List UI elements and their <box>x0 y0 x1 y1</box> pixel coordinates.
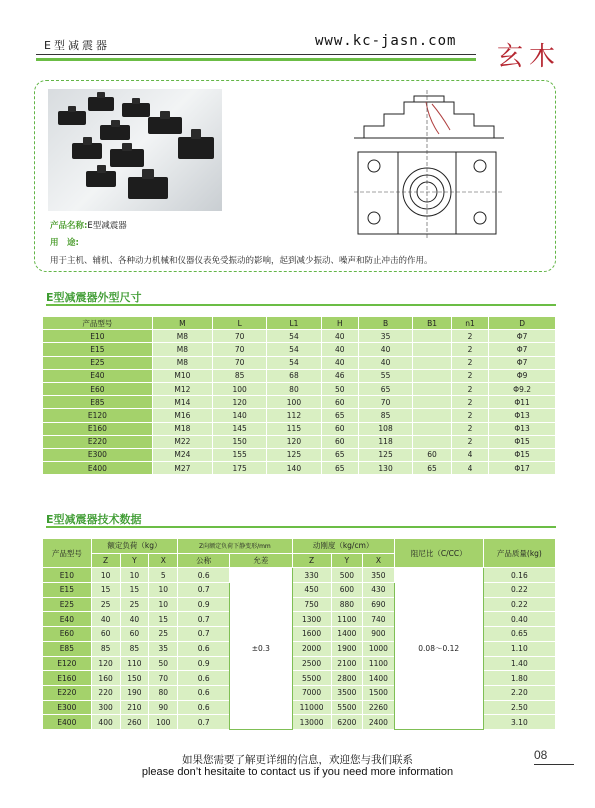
dim-value-cell: 155 <box>213 448 267 461</box>
tech-value-cell: 0.6 <box>178 568 230 583</box>
tech-rule <box>46 526 556 528</box>
tech-value-cell: 13000 <box>292 715 331 730</box>
th-stiff-z: Z <box>292 553 331 568</box>
dimensions-table <box>42 316 556 475</box>
dim-table-row <box>43 422 556 435</box>
dim-value-cell: 65 <box>413 462 452 475</box>
dim-value-cell: 2 <box>451 343 488 356</box>
dim-value-cell: 65 <box>321 448 358 461</box>
tech-value-cell: 330 <box>292 568 331 583</box>
dim-value-cell: 46 <box>321 369 358 382</box>
product-name-line <box>50 219 127 231</box>
tech-value-cell: 1400 <box>363 671 395 686</box>
tech-value-cell: 350 <box>363 568 395 583</box>
dim-value-cell: 70 <box>358 396 412 409</box>
dim-value-cell <box>413 343 452 356</box>
dim-value-cell: M10 <box>152 369 212 382</box>
header-accent-bar <box>36 58 476 61</box>
tech-value-cell: 1100 <box>331 612 363 627</box>
dim-table-row <box>43 382 556 395</box>
dim-value-cell: 54 <box>267 356 321 369</box>
tolerance-cell: ±0.3 <box>230 568 292 730</box>
dim-value-cell: 118 <box>358 435 412 448</box>
dim-model-cell: E60 <box>43 382 153 395</box>
dim-value-cell <box>413 409 452 422</box>
dim-value-cell: 125 <box>267 448 321 461</box>
th-nominal: 公称 <box>178 553 230 568</box>
dim-header-cell: B <box>358 317 412 330</box>
dim-model-cell: E400 <box>43 462 153 475</box>
tech-value-cell: 5500 <box>331 700 363 715</box>
footer-english: please don’t hesitaite to contact us if you need more information <box>141 766 454 778</box>
dim-table-row <box>43 369 556 382</box>
tech-value-cell: 5 <box>149 568 178 583</box>
tech-value-cell: 0.6 <box>178 641 230 656</box>
tech-model-cell: E400 <box>43 715 92 730</box>
dim-value-cell: 145 <box>213 422 267 435</box>
product-photo <box>48 89 222 211</box>
tech-value-cell: 15 <box>91 583 120 598</box>
th-load-z: Z <box>91 553 120 568</box>
tech-value-cell: 80 <box>149 685 178 700</box>
dim-value-cell: 70 <box>213 343 267 356</box>
dim-model-cell: E160 <box>43 422 153 435</box>
dim-table-row <box>43 435 556 448</box>
footer-chinese: 如果您需要了解更详细的信息，欢迎您与我们联系 <box>182 754 413 766</box>
tech-value-cell: 70 <box>149 671 178 686</box>
th-dynamic-stiffness: 动刚度（kg/cm） <box>292 539 394 554</box>
product-use-line <box>50 236 79 248</box>
tech-value-cell: 300 <box>91 700 120 715</box>
dim-value-cell: 40 <box>358 356 412 369</box>
dim-value-cell: 54 <box>267 330 321 343</box>
dim-value-cell: 108 <box>358 422 412 435</box>
tech-value-cell: 10 <box>149 597 178 612</box>
dim-model-cell: E40 <box>43 369 153 382</box>
dim-value-cell: 55 <box>358 369 412 382</box>
tech-model-cell: E40 <box>43 612 92 627</box>
tech-value-cell: 40 <box>91 612 120 627</box>
tech-value-cell: 1000 <box>363 641 395 656</box>
dim-value-cell: 40 <box>321 330 358 343</box>
th-mass: 产品质量(kg) <box>483 539 555 568</box>
dim-value-cell: 4 <box>451 448 488 461</box>
dim-value-cell: Φ9.2 <box>489 382 556 395</box>
tech-value-cell: 25 <box>149 627 178 642</box>
tech-value-cell: 25 <box>120 597 149 612</box>
tech-value-cell: 2500 <box>292 656 331 671</box>
tech-value-cell: 430 <box>363 583 395 598</box>
dim-value-cell: 112 <box>267 409 321 422</box>
tech-value-cell: 2800 <box>331 671 363 686</box>
th-rated-load: 额定负荷（kg） <box>91 539 178 554</box>
tech-value-cell: 110 <box>120 656 149 671</box>
tech-value-cell: 100 <box>149 715 178 730</box>
tech-mass-cell: 1.10 <box>483 641 555 656</box>
tech-value-cell: 40 <box>120 612 149 627</box>
header-rule <box>36 54 476 55</box>
tech-value-cell: 25 <box>91 597 120 612</box>
tech-value-cell: 2000 <box>292 641 331 656</box>
tech-title: E型减震器技术数据 <box>46 513 142 526</box>
dim-value-cell: 4 <box>451 462 488 475</box>
dim-value-cell: 60 <box>413 448 452 461</box>
tech-mass-cell: 2.20 <box>483 685 555 700</box>
tech-value-cell: 450 <box>292 583 331 598</box>
dim-value-cell: 40 <box>321 343 358 356</box>
dim-model-cell: E300 <box>43 448 153 461</box>
dim-value-cell: Φ15 <box>489 435 556 448</box>
tech-model-cell: E15 <box>43 583 92 598</box>
tech-value-cell: 400 <box>91 715 120 730</box>
dim-value-cell: 2 <box>451 369 488 382</box>
th-damping: 阻尼比（C/CC） <box>394 539 483 568</box>
tech-value-cell: 0.7 <box>178 627 230 642</box>
dim-value-cell <box>413 396 452 409</box>
dim-value-cell: 80 <box>267 382 321 395</box>
tech-value-cell: 120 <box>91 656 120 671</box>
dim-table-row <box>43 356 556 369</box>
tech-value-cell: 10 <box>91 568 120 583</box>
tech-value-cell: 0.7 <box>178 583 230 598</box>
dim-value-cell: 60 <box>321 396 358 409</box>
dim-model-cell: E25 <box>43 356 153 369</box>
tech-mass-cell: 2.50 <box>483 700 555 715</box>
dim-value-cell <box>413 382 452 395</box>
dim-header-cell: 产品型号 <box>43 317 153 330</box>
page-number: 08 <box>534 748 548 762</box>
tech-model-cell: E25 <box>43 597 92 612</box>
tech-value-cell: 5500 <box>292 671 331 686</box>
page-number-rule <box>534 764 574 765</box>
website-url[interactable]: www.kc-jasn.com <box>315 33 457 49</box>
damping-cell: 0.08～0.12 <box>394 568 483 730</box>
tech-value-cell: 880 <box>331 597 363 612</box>
dim-value-cell: 115 <box>267 422 321 435</box>
dim-header-cell: D <box>489 317 556 330</box>
tech-value-cell: 50 <box>149 656 178 671</box>
tech-value-cell: 0.9 <box>178 597 230 612</box>
tech-value-cell: 1500 <box>363 685 395 700</box>
product-description: 用于主机、辅机、各种动力机械和仪器仪表免受振动的影响，起到减少振动、噪声和防止冲击的作用。 <box>50 256 433 266</box>
tech-model-cell: E220 <box>43 685 92 700</box>
tech-value-cell: 260 <box>120 715 149 730</box>
tech-value-cell: 85 <box>120 641 149 656</box>
tech-model-cell: E60 <box>43 627 92 642</box>
dim-header-cell: n1 <box>451 317 488 330</box>
tech-mass-cell: 1.40 <box>483 656 555 671</box>
dim-value-cell: 35 <box>358 330 412 343</box>
tech-value-cell: 2100 <box>331 656 363 671</box>
tech-value-cell: 10 <box>120 568 149 583</box>
dim-value-cell: Φ7 <box>489 356 556 369</box>
th-tolerance: 允差 <box>230 553 292 568</box>
dim-value-cell: 130 <box>358 462 412 475</box>
dim-value-cell: 40 <box>358 343 412 356</box>
dim-value-cell: Φ7 <box>489 343 556 356</box>
dim-model-cell: E10 <box>43 330 153 343</box>
dim-value-cell: M8 <box>152 356 212 369</box>
tech-value-cell: 7000 <box>292 685 331 700</box>
dim-value-cell: 2 <box>451 396 488 409</box>
dim-value-cell: 85 <box>358 409 412 422</box>
tech-value-cell: 690 <box>363 597 395 612</box>
dim-value-cell: M27 <box>152 462 212 475</box>
th-load-x: X <box>149 553 178 568</box>
dim-value-cell: 125 <box>358 448 412 461</box>
dim-table-row <box>43 462 556 475</box>
tech-value-cell: 15 <box>120 583 149 598</box>
tech-value-cell: 600 <box>331 583 363 598</box>
tech-value-cell: 1300 <box>292 612 331 627</box>
tech-value-cell: 1600 <box>292 627 331 642</box>
dim-value-cell: Φ13 <box>489 409 556 422</box>
tech-table-row <box>43 568 556 583</box>
tech-mass-cell: 0.16 <box>483 568 555 583</box>
tech-value-cell: 6200 <box>331 715 363 730</box>
dim-value-cell: 85 <box>213 369 267 382</box>
technical-drawing <box>354 90 504 240</box>
tech-value-cell: 1100 <box>363 656 395 671</box>
dim-value-cell: 2 <box>451 409 488 422</box>
th-stiff-y: Y <box>331 553 363 568</box>
tech-value-cell: 60 <box>91 627 120 642</box>
dim-value-cell: Φ13 <box>489 422 556 435</box>
dim-value-cell: M14 <box>152 396 212 409</box>
dimensions-rule <box>46 304 556 306</box>
tech-value-cell: 0.6 <box>178 685 230 700</box>
tech-mass-cell: 3.10 <box>483 715 555 730</box>
tech-model-cell: E10 <box>43 568 92 583</box>
dim-value-cell: 2 <box>451 356 488 369</box>
tech-value-cell: 0.6 <box>178 671 230 686</box>
dim-value-cell: 50 <box>321 382 358 395</box>
tech-value-cell: 500 <box>331 568 363 583</box>
tech-model-cell: E160 <box>43 671 92 686</box>
dim-value-cell <box>413 330 452 343</box>
dimensions-title: E型减震器外型尺寸 <box>46 291 142 304</box>
dim-value-cell <box>413 435 452 448</box>
dim-value-cell <box>413 369 452 382</box>
th-load-y: Y <box>120 553 149 568</box>
dim-value-cell: M8 <box>152 343 212 356</box>
dim-value-cell <box>413 356 452 369</box>
dim-value-cell: 40 <box>321 356 358 369</box>
tech-value-cell: 1400 <box>331 627 363 642</box>
dim-value-cell: M18 <box>152 422 212 435</box>
dim-value-cell: Φ9 <box>489 369 556 382</box>
dim-value-cell: 60 <box>321 435 358 448</box>
dim-value-cell: M8 <box>152 330 212 343</box>
tech-value-cell: 190 <box>120 685 149 700</box>
tech-value-cell: 220 <box>91 685 120 700</box>
dim-value-cell: 54 <box>267 343 321 356</box>
tech-value-cell: 740 <box>363 612 395 627</box>
dim-value-cell: 2 <box>451 330 488 343</box>
dim-value-cell: 2 <box>451 422 488 435</box>
tech-value-cell: 210 <box>120 700 149 715</box>
dim-value-cell: 70 <box>213 330 267 343</box>
tech-value-cell: 750 <box>292 597 331 612</box>
th-stiff-x: X <box>363 553 395 568</box>
tech-value-cell: 15 <box>149 612 178 627</box>
dim-table-row <box>43 330 556 343</box>
tech-value-cell: 90 <box>149 700 178 715</box>
tech-value-cell: 150 <box>120 671 149 686</box>
tech-value-cell: 160 <box>91 671 120 686</box>
dim-value-cell: M12 <box>152 382 212 395</box>
dim-value-cell <box>413 422 452 435</box>
dim-header-cell: L <box>213 317 267 330</box>
dim-header-cell: M <box>152 317 212 330</box>
dim-header-cell: L1 <box>267 317 321 330</box>
tech-mass-cell: 0.65 <box>483 627 555 642</box>
tech-value-cell: 35 <box>149 641 178 656</box>
dim-value-cell: M22 <box>152 435 212 448</box>
dim-value-cell: 65 <box>321 409 358 422</box>
dim-value-cell: Φ7 <box>489 330 556 343</box>
dim-value-cell: 150 <box>213 435 267 448</box>
dim-value-cell: 2 <box>451 382 488 395</box>
series-title: E型减震器 <box>44 39 110 52</box>
dim-table-row <box>43 343 556 356</box>
dim-header-cell: B1 <box>413 317 452 330</box>
dim-value-cell: 120 <box>267 435 321 448</box>
dim-value-cell: 65 <box>321 462 358 475</box>
product-name-label: 产品名称: <box>50 221 88 231</box>
dim-value-cell: 140 <box>267 462 321 475</box>
dim-model-cell: E85 <box>43 396 153 409</box>
dim-value-cell: Φ15 <box>489 448 556 461</box>
dim-model-cell: E120 <box>43 409 153 422</box>
tech-value-cell: 2260 <box>363 700 395 715</box>
th-model: 产品型号 <box>43 539 92 568</box>
dim-value-cell: 100 <box>267 396 321 409</box>
tech-table <box>42 538 556 730</box>
dim-header-cell: H <box>321 317 358 330</box>
tech-model-cell: E85 <box>43 641 92 656</box>
tech-value-cell: 10 <box>149 583 178 598</box>
dim-value-cell: Φ17 <box>489 462 556 475</box>
tech-value-cell: 0.7 <box>178 715 230 730</box>
dim-value-cell: 120 <box>213 396 267 409</box>
tech-mass-cell: 0.22 <box>483 583 555 598</box>
dim-table-row <box>43 396 556 409</box>
dim-value-cell: 140 <box>213 409 267 422</box>
tech-value-cell: 2400 <box>363 715 395 730</box>
dim-value-cell: 100 <box>213 382 267 395</box>
tech-value-cell: 0.6 <box>178 700 230 715</box>
tech-value-cell: 3500 <box>331 685 363 700</box>
product-use-label: 用 途: <box>50 238 79 248</box>
dim-value-cell: 68 <box>267 369 321 382</box>
tech-value-cell: 11000 <box>292 700 331 715</box>
tech-mass-cell: 0.22 <box>483 597 555 612</box>
dim-table-row <box>43 409 556 422</box>
dim-table-row <box>43 448 556 461</box>
dim-value-cell: M16 <box>152 409 212 422</box>
brand-logo: 玄木 <box>497 42 562 72</box>
dim-model-cell: E220 <box>43 435 153 448</box>
dim-value-cell: M24 <box>152 448 212 461</box>
tech-model-cell: E300 <box>43 700 92 715</box>
tech-model-cell: E120 <box>43 656 92 671</box>
tech-value-cell: 85 <box>91 641 120 656</box>
dim-model-cell: E15 <box>43 343 153 356</box>
dim-value-cell: 175 <box>213 462 267 475</box>
tech-value-cell: 0.9 <box>178 656 230 671</box>
dim-value-cell: Φ11 <box>489 396 556 409</box>
product-name-value: E型减震器 <box>87 221 127 231</box>
dim-value-cell: 60 <box>321 422 358 435</box>
tech-value-cell: 1900 <box>331 641 363 656</box>
tech-value-cell: 60 <box>120 627 149 642</box>
th-static-deformation: Z向额定负荷下静变形/mm <box>178 539 292 554</box>
dim-value-cell: 2 <box>451 435 488 448</box>
dim-value-cell: 70 <box>213 356 267 369</box>
dim-value-cell: 65 <box>358 382 412 395</box>
tech-mass-cell: 1.80 <box>483 671 555 686</box>
tech-value-cell: 0.7 <box>178 612 230 627</box>
tech-mass-cell: 0.40 <box>483 612 555 627</box>
tech-value-cell: 900 <box>363 627 395 642</box>
